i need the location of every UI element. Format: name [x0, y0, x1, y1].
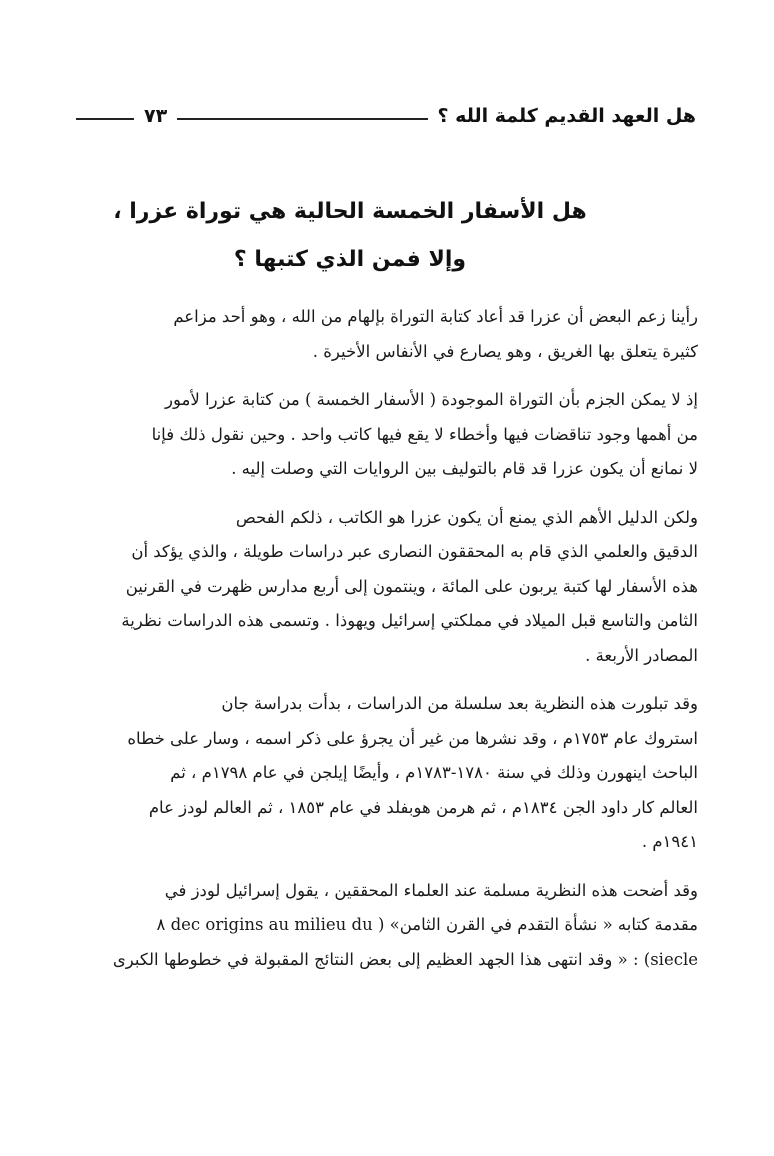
section-heading-line-1: هل الأسفار الخمسة الحالية هي توراة عزرا ، — [113, 199, 587, 224]
paragraph-line: الباحث اينهورن وذلك في سنة ١٧٨٠-١٧٨٣م ، وأيضًا إيلجن في عام ١٧٩٨م ، ثم — [170, 763, 698, 782]
paragraph-line: العالم كار داود الجن ١٨٣٤م ، ثم هرمن هوبفلد في عام ١٨٥٣ ، ثم العالم لودز عام — [148, 797, 698, 817]
paragraph-line: ١٩٤١م . — [641, 832, 698, 851]
header-rule-short — [76, 118, 134, 120]
paragraph-3 — [76, 501, 698, 674]
paragraph-line: استروك عام ١٧٥٣م ، وقد نشرها من غير أن يجرؤ على ذكر اسمه ، وسار على خطاه — [127, 728, 698, 748]
paragraph-line: لا نمانع أن يكون عزرا قد قام بالتوليف بين الروايات التي وصلت إليه . — [231, 459, 698, 478]
header-rule-long — [177, 118, 427, 120]
paragraph-line: رأينا زعم البعض أن عزرا قد أعاد كتابة التوراة بإلهام من الله ، وهو أحد مزاعم — [173, 307, 698, 326]
paragraph-line: الدقيق والعلمي الذي قام به المحققون النصارى عبر دراسات طويلة ، والذي يؤكد أن — [131, 542, 698, 561]
paragraph-1 — [76, 300, 698, 369]
paragraph-line: هذه الأسفار لها كتبة يربون على المائة ، وينتمون إلى أربع مدارس ظهرت في القرنين — [125, 576, 698, 596]
paragraph-line: الثامن والتاسع قبل الميلاد في مملكتي إسرائيل ويهوذا . وتسمى هذه الدراسات نظرية — [121, 611, 698, 630]
section-heading-line-2: وإلا فمن الذي كتبها ؟ — [233, 247, 467, 272]
paragraph-4 — [76, 687, 698, 860]
running-header — [76, 98, 696, 134]
running-header-title: هل العهد القديم كلمة الله ؟ — [437, 105, 696, 127]
paragraph-line: مقدمة كتابه « نشأة التقدم في القرن الثامن» ( dec origins au milieu du ٨ — [156, 915, 698, 934]
paragraph-5 — [76, 874, 698, 978]
paragraph-line: كثيرة يتعلق بها الغريق ، وهو يصارع في الأنفاس الأخيرة . — [312, 341, 698, 361]
section-heading — [90, 188, 610, 284]
body-text — [76, 300, 698, 991]
paragraph-line: المصادر الأربعة . — [585, 645, 698, 665]
paragraph-line: وقد أضحت هذه النظرية مسلمة عند العلماء المحققين ، يقول إسرائيل لودز في — [164, 880, 698, 900]
paragraph-line: من أهمها وجود تناقضات فيها وأخطاء لا يقع فيها كاتب واحد . وحين نقول ذلك فإنا — [151, 424, 698, 444]
page-number: ٧٣ — [144, 105, 168, 127]
paragraph-line: وقد تبلورت هذه النظرية بعد سلسلة من الدراسات ، بدأت بدراسة جان — [221, 694, 698, 713]
paragraph-line: ولكن الدليل الأهم الذي يمنع أن يكون عزرا هو الكاتب ، ذلكم الفحص — [235, 507, 698, 527]
paragraph-2 — [76, 383, 698, 487]
paragraph-line: إذ لا يمكن الجزم بأن التوراة الموجودة ( الأسفار الخمسة ) من كتابة عزرا لأمور — [165, 390, 698, 409]
paragraph-line: siecle) : « وقد انتهى هذا الجهد العظيم إلى بعض النتائج المقبولة في خطوطها الكبرى — [112, 949, 698, 969]
